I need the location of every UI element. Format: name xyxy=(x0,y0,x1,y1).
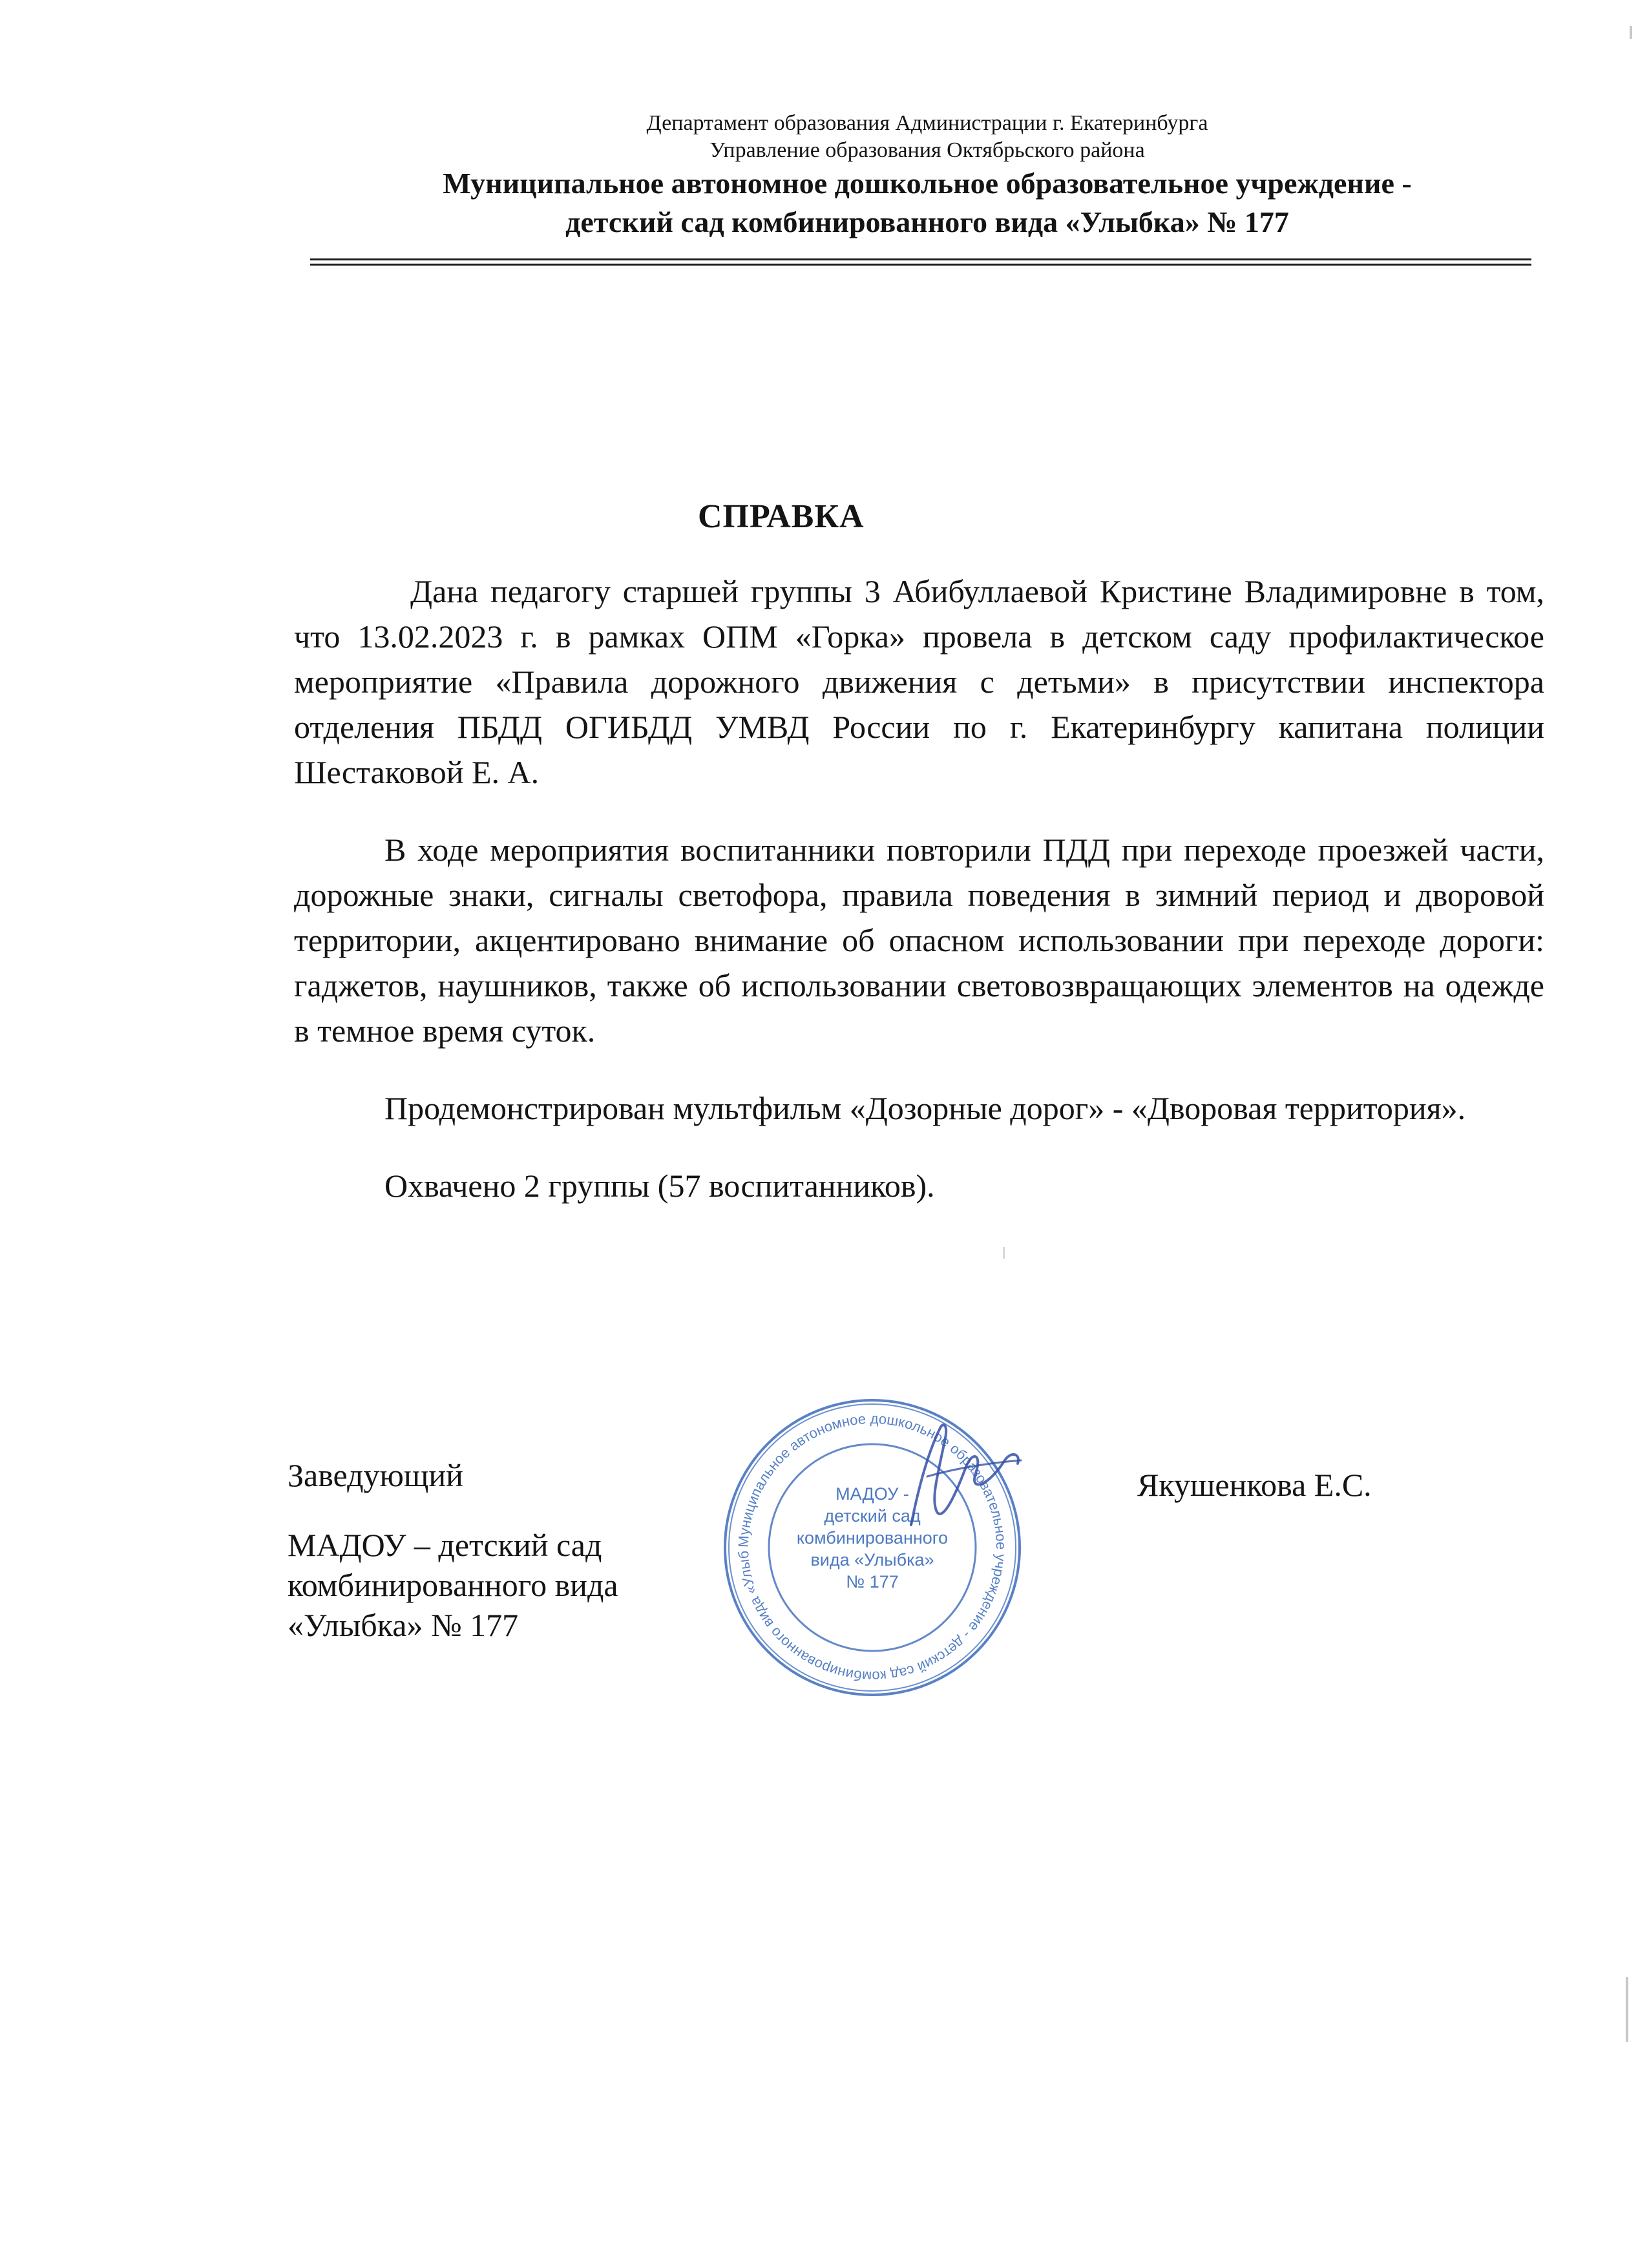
rule-line-bottom xyxy=(310,264,1531,266)
scan-artifact xyxy=(1630,26,1632,39)
body-paragraph: Дана педагогу старшей группы 3 Абибуллаевой Кристине Владимировне в том, что 13.02.2023 г. в рамках ОПМ «Горка» провела в детском саду профилактическое мероприятие «Правила дорожного движения с детьми» в присутствии инспектора отделения ПБДД ОГИБДД УМВД России по г. Екатеринбургу капитана полиции Шестаковой Е. А. xyxy=(294,573,1544,790)
body-paragraph: В ходе мероприятия воспитанники повторили ПДД при переходе проезжей части, дорожные знаки, сигналы светофора, правила поведения в зимний период и дворовой территории, акцентировано внимание об опасном использовании при переходе дороги: гаджетов, наушников, также об использовании световозвращающих элементов на одежде в темное время суток. xyxy=(294,832,1544,1049)
signatory-organization-line3: «Улыбка» № 177 xyxy=(288,1607,519,1643)
body-paragraph: Охвачено 2 группы (57 воспитанников). xyxy=(384,1168,935,1204)
signatory-name: Якушенкова Е.С. xyxy=(1137,1467,1372,1503)
letterhead-double-rule xyxy=(310,258,1531,268)
letterhead-office: Управление образования Октябрьского района xyxy=(709,138,1145,162)
scan-artifact xyxy=(1626,1977,1628,2042)
handwritten-signature xyxy=(892,1415,1034,1538)
signatory-organization-line2: комбинированного вида xyxy=(288,1567,618,1603)
seal-center-line: комбинированного xyxy=(796,1528,949,1548)
letterhead xyxy=(310,110,1544,242)
letterhead-institution-line1: Муниципальное автономное дошкольное образовательное учреждение - xyxy=(443,167,1412,200)
seal-center-line: № 177 xyxy=(846,1572,899,1591)
letterhead-institution-line2: детский сад комбинированного вида «Улыбка» № 177 xyxy=(565,205,1289,238)
signature-graphic xyxy=(892,1415,1034,1538)
signatory-organization xyxy=(288,1525,727,1645)
scan-artifact xyxy=(1003,1247,1005,1259)
rule-line-top xyxy=(310,258,1531,260)
document-body xyxy=(294,569,1544,1241)
seal-ring-text: Муниципальное автономное дошкольное образовательное учреждение - детский сад комбинированного вида «Улыб xyxy=(735,1410,1010,1685)
seal-center-line: МАДОУ - xyxy=(835,1484,909,1504)
signatory-position: Заведующий xyxy=(288,1457,463,1493)
document-title: СПРАВКА xyxy=(698,498,865,535)
seal-center-line: детский сад xyxy=(824,1506,921,1526)
signatory-organization-line1: МАДОУ – детский сад xyxy=(288,1527,602,1563)
body-paragraph: Продемонстрирован мультфильм «Дозорные дорог» - «Дворовая территория». xyxy=(384,1090,1466,1126)
letterhead-department: Департамент образования Администрации г. Екатеринбурга xyxy=(646,111,1208,135)
seal-center-line: вида «Улыбка» xyxy=(810,1550,934,1570)
